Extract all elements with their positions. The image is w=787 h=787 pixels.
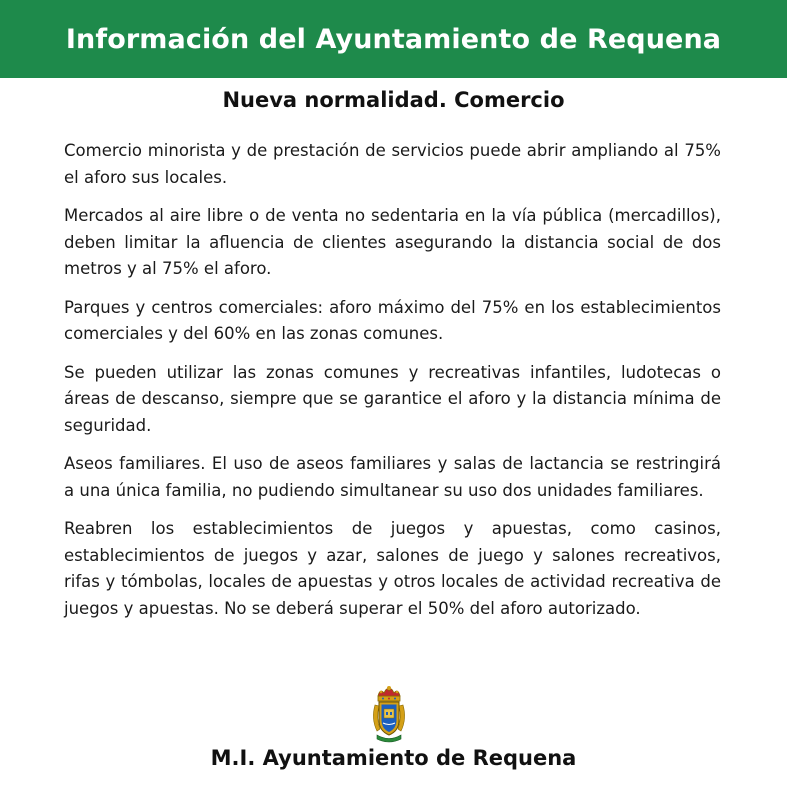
header-banner: [0, 0, 787, 78]
article-body: [64, 138, 721, 634]
page-title: Información del Ayuntamiento de Requena: [65, 23, 722, 55]
coat-of-arms-icon: [369, 685, 409, 745]
section-title: Nueva normalidad. Comercio: [222, 88, 565, 112]
paragraph-comercio-minorista: Comercio minorista y de prestación de servicios puede abrir ampliando al 75% el aforo sus locales.: [64, 141, 721, 187]
paragraph-aseos: Aseos familiares. El uso de aseos familiares y salas de lactancia se restringirá a una única familia, no pudiendo simultanear su uso dos unidades familiares.: [64, 454, 721, 500]
institution-name: M.I. Ayuntamiento de Requena: [210, 746, 577, 770]
paragraph-mercados: Mercados al aire libre o de venta no sedentaria en la vía pública (mercadillos), deben limitar la afluencia de clientes asegurando la distancia social de dos metros y al 75% el aforo.: [64, 206, 721, 278]
paragraph-parques-centros: Parques y centros comerciales: aforo máximo del 75% en los establecimientos comerciales y del 60% en las zonas comunes.: [64, 297, 721, 343]
paragraph-juegos-apuestas: Reabren los establecimientos de juegos y apuestas, como casinos, establecimientos de juegos y azar, salones de juego y salones recreativos, rifas y tómbolas, locales de apuestas y otros locales de actividad recreativa de juegos y apuestas. No se deberá superar el 50% del aforo autorizado.: [64, 519, 721, 618]
paragraph-zonas-comunes: Se pueden utilizar las zonas comunes y recreativas infantiles, ludotecas o áreas de descanso, siempre que se garantice el aforo y la distancia mínima de seguridad.: [64, 362, 721, 435]
